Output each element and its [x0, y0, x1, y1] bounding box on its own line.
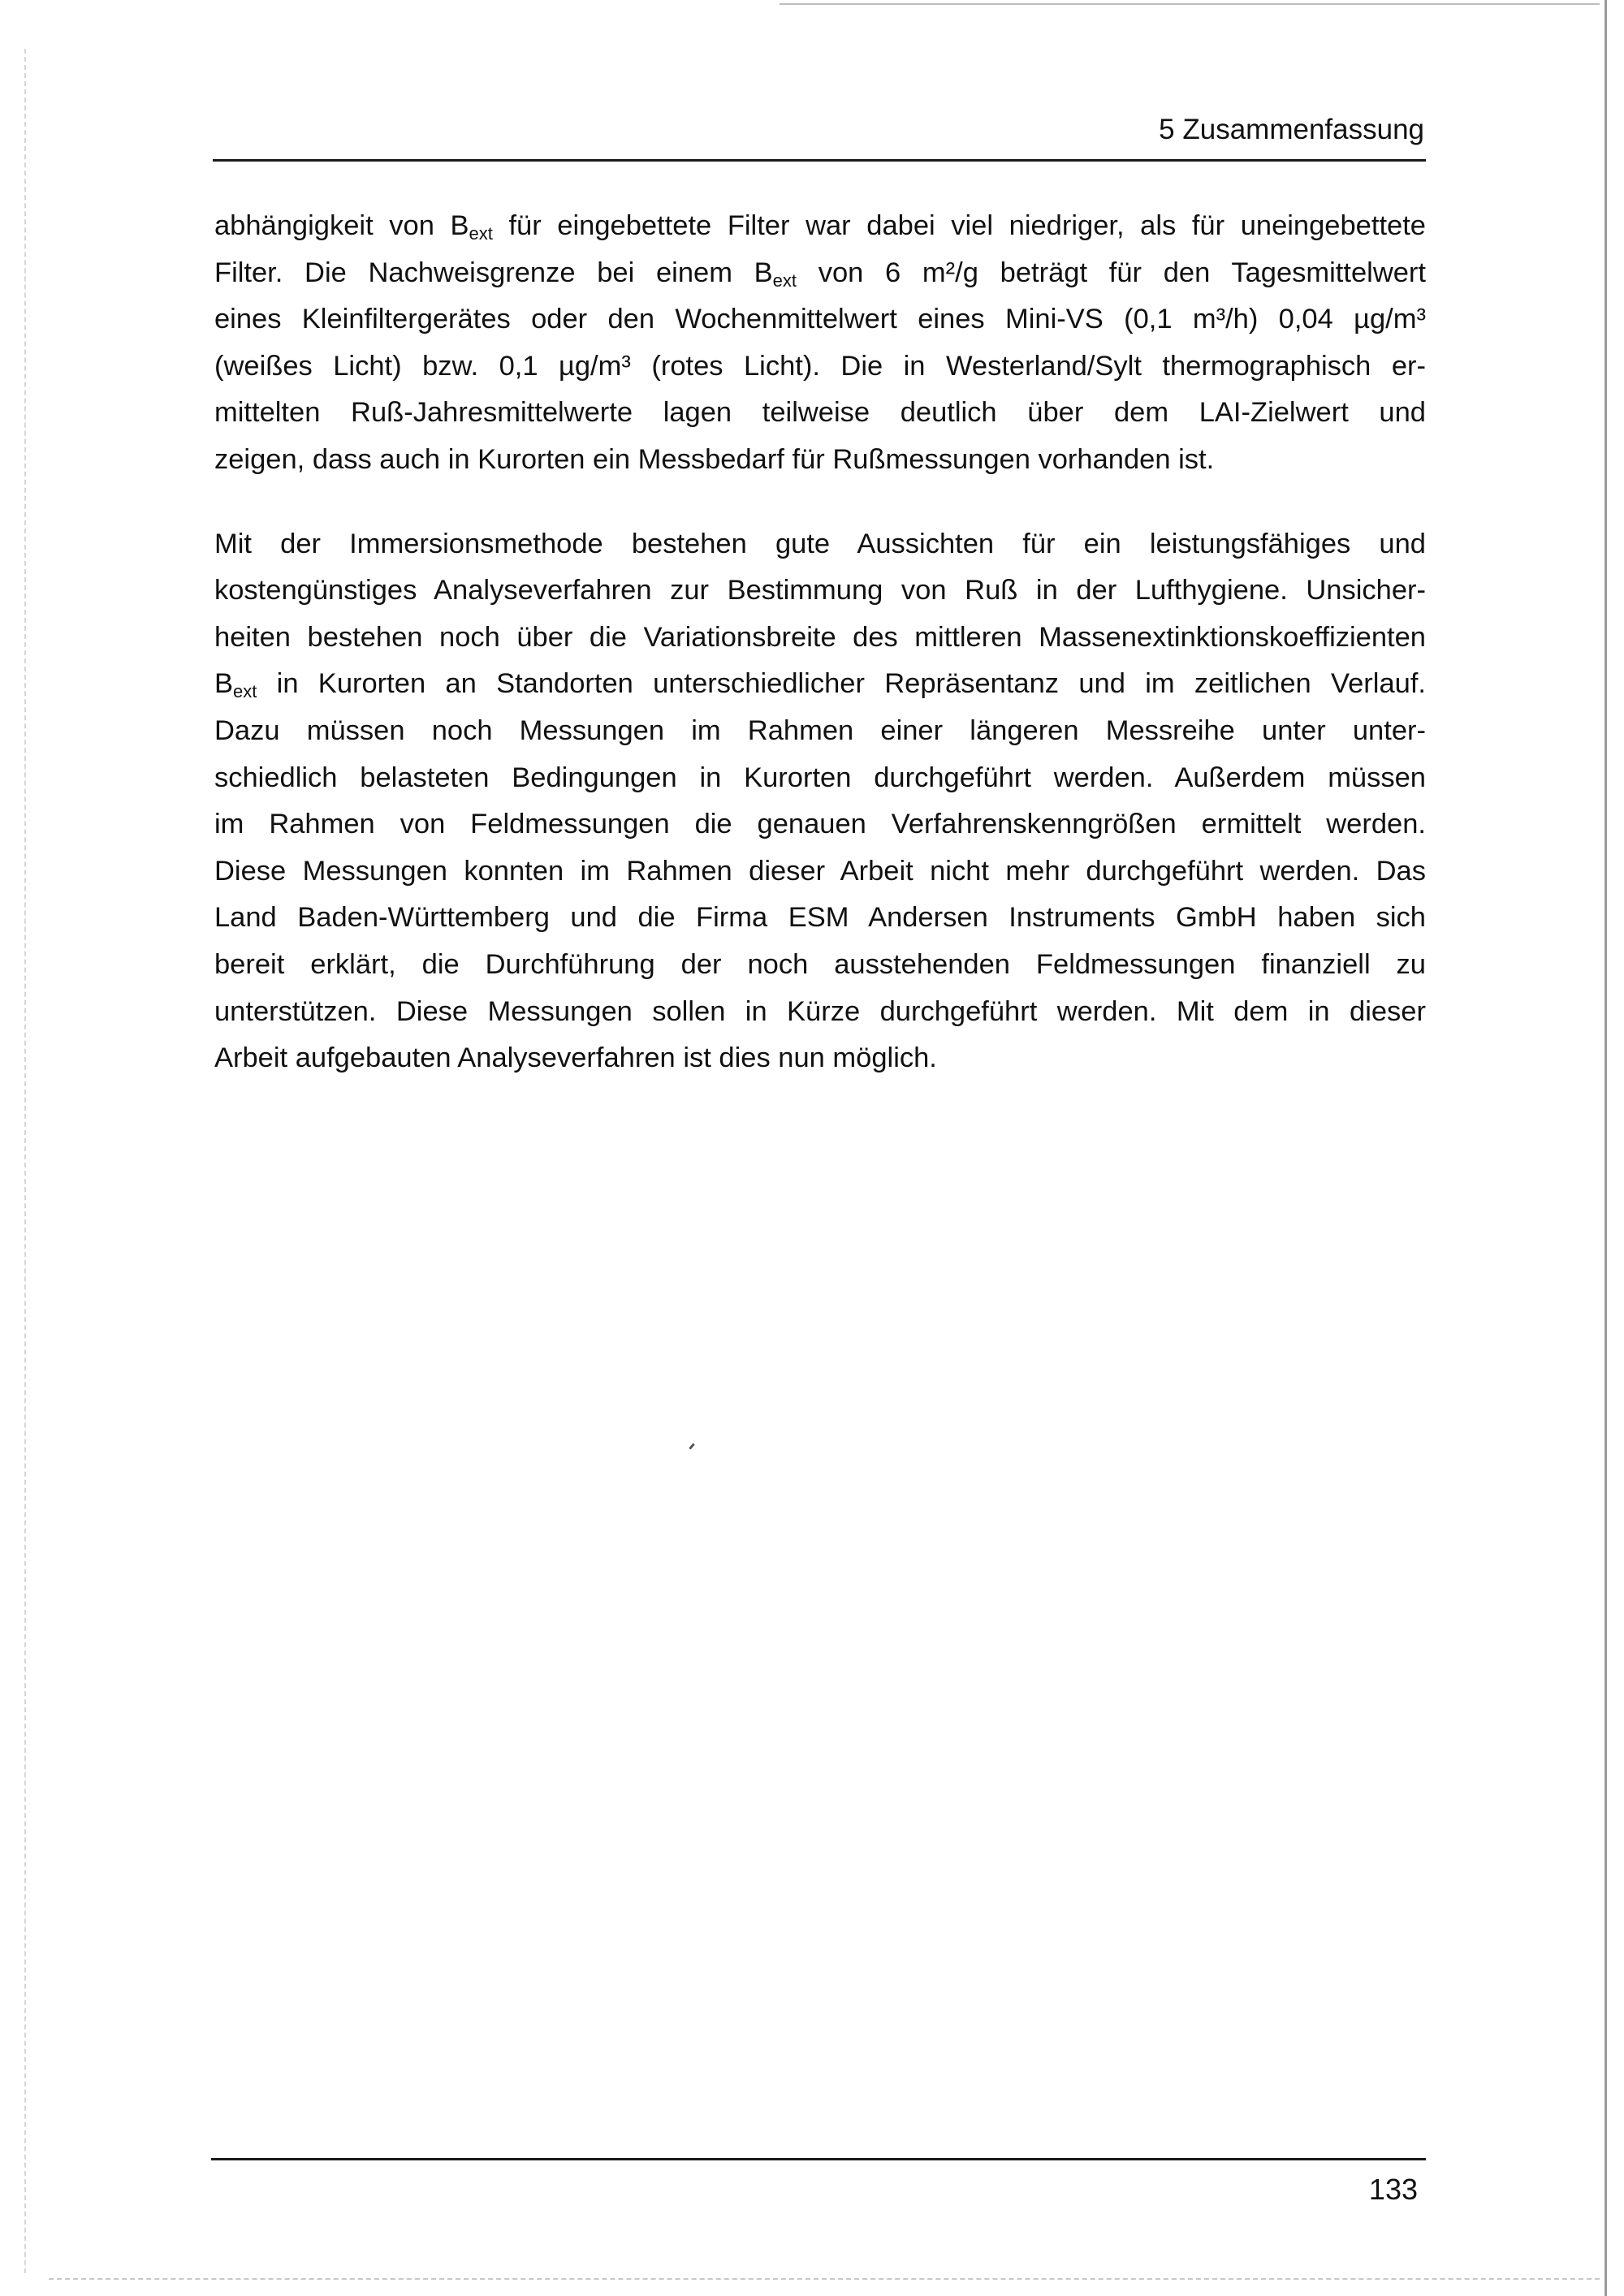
text-line: Land Baden-Württemberg und die Firma ESM Andersen Instruments GmbH haben sich [214, 902, 1426, 934]
stray-scan-mark [689, 1443, 694, 1449]
scan-edge-top [780, 3, 1600, 5]
text-line: Arbeit aufgebauten Analyseverfahren ist dies nun möglich. [214, 1042, 937, 1074]
text-line: abhängigkeit von $B_{ext}$ für eingebettete Filter war dabei viel niedriger, als für uneingebettete [214, 210, 1426, 244]
text-line: Diese Messungen konnten im Rahmen dieser Arbeit nicht mehr durchgeführt werden. Das [214, 855, 1426, 887]
text-line: Mit der Immersionsmethode bestehen gute Aussichten für ein leistungsfähiges und [214, 528, 1426, 559]
text-line: Dazu müssen noch Messungen im Rahmen einer längeren Messreihe unter unter- [214, 714, 1426, 746]
scan-edge-bottom [49, 2278, 1600, 2280]
text-line: kostengünstiges Analyseverfahren zur Bestimmung von Ruß in der Lufthygiene. Unsicher- [214, 575, 1426, 606]
text-line: zeigen, dass auch in Kurorten ein Messbedarf für Rußmessungen vorhanden ist. [214, 443, 1215, 475]
body-text [214, 203, 1426, 1082]
running-head: 5 Zusammenfassung [1159, 114, 1424, 145]
text-line: mittelten Ruß-Jahresmittelwerte lagen teilweise deutlich über dem LAI-Zielwert und [214, 397, 1426, 429]
scan-edge-left [24, 49, 26, 2273]
text-line: schiedlich belasteten Bedingungen in Kurorten durchgeführt werden. Außerdem müssen [214, 762, 1426, 793]
scan-edge-right [1605, 0, 1607, 2296]
text-line: eines Kleinfiltergerätes oder den Wochenmittelwert eines Mini-VS (0,1 m³/h) 0,04 µg/m³ [214, 304, 1426, 335]
text-line: $B_{ext}$ in Kurorten an Standorten unterschiedlicher Repräsentanz und im zeitlichen Verlauf. [214, 668, 1426, 702]
text-line: heiten bestehen noch über die Variationsbreite des mittleren Massenextinktionskoeffizienten [214, 621, 1426, 653]
text-line: im Rahmen von Feldmessungen die genauen Verfahrenskenngrößen ermittelt werden. [214, 809, 1426, 840]
paragraph-1 [214, 203, 1426, 484]
footer-rule [211, 2158, 1426, 2160]
text-line: Filter. Die Nachweisgrenze bei einem $B_{ext}$ von 6 m²/g beträgt für den Tagesmittelwert [214, 257, 1426, 291]
text-line: unterstützen. Diese Messungen sollen in Kürze durchgeführt werden. Mit dem in dieser [214, 995, 1426, 1027]
text-line: bereit erklärt, die Durchführung der noch ausstehenden Feldmessungen finanziell zu [214, 948, 1426, 980]
paragraph-2 [214, 521, 1426, 1082]
page-number: 133 [1368, 2173, 1418, 2206]
header-rule [213, 159, 1426, 162]
text-line: (weißes Licht) bzw. 0,1 µg/m³ (rotes Licht). Die in Westerland/Sylt thermographisch er- [214, 350, 1426, 382]
